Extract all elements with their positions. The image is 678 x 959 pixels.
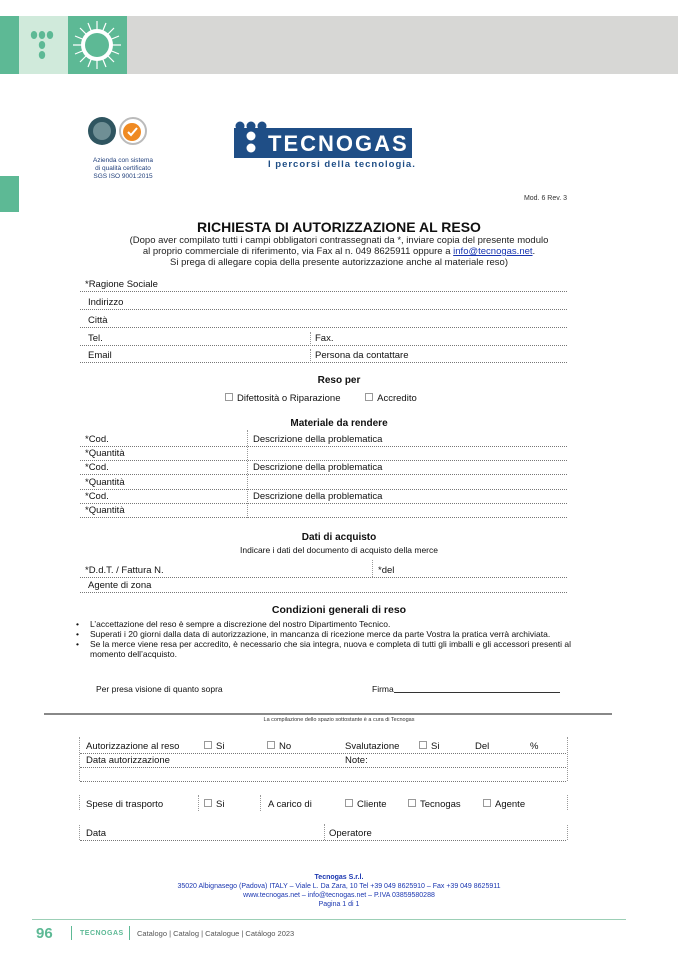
- checkbox-icon: [345, 799, 353, 807]
- footer-rule: [32, 919, 626, 920]
- tecnogas-logo-stem-icon: [238, 128, 268, 158]
- field-label: Città: [88, 315, 108, 326]
- field-label: Tel.: [88, 333, 103, 344]
- checkbox-spese-si[interactable]: [204, 798, 224, 811]
- header-logo-tile: [19, 16, 68, 74]
- instructions-line: [0, 246, 678, 257]
- option-label: Tecnogas: [420, 799, 461, 810]
- certification-text: [78, 157, 168, 181]
- checkbox-icon: [204, 741, 212, 749]
- field-ragione-sociale[interactable]: [80, 278, 567, 292]
- header-sun-tile: [68, 16, 127, 74]
- option-label: Si: [431, 741, 440, 752]
- section-separator: [44, 713, 612, 715]
- field-label: *Quantità: [85, 505, 125, 516]
- checkbox-agente[interactable]: [483, 798, 525, 811]
- header-green-strip: [0, 16, 19, 74]
- field-label: Descrizione della problematica: [253, 434, 383, 445]
- material-row-qty[interactable]: [80, 476, 567, 490]
- field-label: Data: [86, 828, 107, 839]
- cert-line: SGS ISO 9001:2015: [93, 173, 153, 180]
- field-label: %: [530, 741, 539, 752]
- instructions-line: Si prega di allegare copia della presente autorizzazione anche al materiale reso): [170, 257, 508, 268]
- field-label: Indirizzo: [88, 297, 124, 308]
- instructions-text: al proprio commerciale di riferimento, via Fax al n. 049 8625911 oppure a: [142, 246, 454, 257]
- conditions-list: [76, 619, 576, 659]
- checkbox-icon: [204, 799, 212, 807]
- field-indirizzo[interactable]: [80, 296, 567, 310]
- tecnogas-tagline: I percorsi della tecnologia.: [268, 159, 416, 170]
- cert-line: di qualità certificato: [95, 165, 151, 172]
- option-label: Si: [216, 741, 225, 752]
- divider: [310, 332, 311, 346]
- field-label: Svalutazione: [345, 741, 400, 752]
- checkbox-sval-si[interactable]: [419, 740, 439, 753]
- material-row-cod[interactable]: [80, 433, 567, 447]
- material-row-qty[interactable]: [80, 504, 567, 518]
- tecnogas-logo-text: TECNOGAS: [268, 131, 409, 156]
- condition-item: • L’accettazione del reso è sempre a discrezione del nostro Dipartimento Tecnico.: [76, 619, 576, 629]
- field-tel-fax[interactable]: [80, 332, 567, 346]
- checkbox-aut-si[interactable]: [204, 740, 224, 753]
- field-ddt-fattura[interactable]: [80, 564, 567, 578]
- instructions-text: .: [532, 246, 536, 257]
- field-label: A carico di: [268, 799, 312, 810]
- material-row-qty[interactable]: [80, 447, 567, 461]
- field-agente-zona[interactable]: [80, 579, 567, 593]
- field-label: Operatore: [329, 828, 372, 839]
- presa-visione-label: Per presa visione di quanto sopra: [96, 684, 223, 694]
- field-citta[interactable]: [80, 314, 567, 328]
- checkbox-icon: [408, 799, 416, 807]
- footer-brand: TECNOGAS: [80, 930, 124, 937]
- divider: [260, 795, 261, 811]
- checkbox-aut-no[interactable]: [267, 740, 291, 753]
- reso-per-options: [225, 393, 417, 404]
- section-heading-acquisto: Dati di acquisto: [301, 532, 377, 543]
- checkbox-icon: [483, 799, 491, 807]
- internal-note: La compilazione dello spazio sottostante è a cura di Tecnogas: [263, 717, 415, 723]
- instructions-line: (Dopo aver compilato tutti i campi obbligatori contrassegnati da *, inviare copia del presente modulo: [129, 235, 549, 246]
- field-label: *D.d.T. / Fattura N.: [85, 565, 164, 576]
- option-label: Accredito: [377, 393, 417, 404]
- divider: [372, 560, 373, 577]
- condition-item: • Superati i 20 giorni dalla data di autorizzazione, in mancanza di ricezione merce da parte Vostra la pratica verrà archiviata.: [76, 629, 576, 639]
- signature-field[interactable]: [372, 684, 560, 694]
- checkbox-cliente[interactable]: [345, 798, 387, 811]
- field-label: Fax.: [315, 333, 334, 344]
- field-label: *Cod.: [85, 491, 109, 502]
- field-label: Descrizione della problematica: [253, 491, 383, 502]
- divider: [310, 349, 311, 363]
- email-link[interactable]: info@tecnogas.net: [453, 246, 533, 257]
- company-name: Tecnogas S.r.l.: [314, 874, 364, 881]
- sunburst-icon: [68, 16, 127, 74]
- certification-seals-icon: [87, 115, 153, 149]
- page-title: RICHIESTA DI AUTORIZZAZIONE AL RESO: [197, 219, 481, 235]
- field-label: Agente di zona: [88, 580, 152, 591]
- field-label: *Cod.: [85, 462, 109, 473]
- field-email-persona[interactable]: [80, 349, 567, 363]
- checkbox-icon: [419, 741, 427, 749]
- divider: [198, 795, 199, 811]
- cert-line: Azienda con sistema: [93, 157, 153, 164]
- option-label: Cliente: [357, 799, 387, 810]
- tecnogas-dots-icon: [19, 16, 68, 74]
- data-operatore-row[interactable]: [80, 827, 566, 841]
- authorization-row[interactable]: [80, 740, 566, 754]
- section-heading-condizioni: Condizioni generali di reso: [271, 604, 407, 616]
- field-label: Note:: [345, 755, 368, 766]
- material-row-cod[interactable]: [80, 461, 567, 475]
- section-heading-reso-per: Reso per: [317, 375, 361, 386]
- field-label: *Quantità: [85, 477, 125, 488]
- transport-row: [80, 798, 566, 811]
- footer-divider: [129, 926, 130, 940]
- field-label: Del: [475, 741, 490, 752]
- condition-item: • Se la merce viene resa per accredito, è necessario che sia integra, nuova e completa di tutti gli imballi e gli accessori presenti al momento dell’acquisto.: [76, 639, 576, 659]
- field-label: Email: [88, 350, 112, 361]
- instructions: [0, 235, 678, 268]
- acquisto-subheading: Indicare i dati del documento di acquisto della merce: [240, 545, 438, 555]
- option-label: Agente: [495, 799, 526, 810]
- side-tab: [0, 176, 19, 212]
- field-label: Spese di trasporto: [86, 799, 164, 810]
- notes-row[interactable]: [80, 768, 566, 782]
- checkbox-icon: [267, 741, 275, 749]
- checkbox-tecnogas[interactable]: [408, 798, 461, 811]
- company-web: www.tecnogas.net – info@tecnogas.net – P.IVA 03859580288: [243, 892, 435, 899]
- footer-divider: [71, 926, 72, 940]
- footer-catalog: Catalogo | Catalog | Catalogue | Catálogo 2023: [137, 929, 295, 938]
- checkbox-accredito[interactable]: [365, 393, 417, 404]
- checkbox-difettosita[interactable]: [225, 393, 341, 404]
- field-label: Persona da contattare: [315, 350, 409, 361]
- company-address: 35020 Albignasego (Padova) ITALY – Viale L. Da Zara, 10 Tel +39 049 8625910 – Fax +39 049 8625911: [177, 883, 501, 890]
- data-autorizzazione-row[interactable]: [80, 754, 566, 768]
- signature-line: [394, 692, 560, 693]
- mod-revision: Mod. 6 Rev. 3: [523, 195, 567, 202]
- checkbox-icon: [365, 393, 373, 401]
- company-footer: [0, 873, 678, 909]
- field-label: *Ragione Sociale: [85, 279, 158, 290]
- divider: [324, 824, 325, 840]
- checkbox-icon: [225, 393, 233, 401]
- field-label: *Quantità: [85, 448, 125, 459]
- field-label: *Cod.: [85, 434, 109, 445]
- option-label: Si: [216, 799, 225, 810]
- section-heading-materiale: Materiale da rendere: [290, 418, 388, 429]
- field-label: Descrizione della problematica: [253, 462, 383, 473]
- field-label: Data autorizzazione: [86, 755, 170, 766]
- firma-label: Firma: [372, 684, 394, 694]
- field-label: Autorizzazione al reso: [86, 741, 180, 752]
- material-row-cod[interactable]: [80, 490, 567, 504]
- option-label: No: [279, 741, 292, 752]
- page-number: 96: [36, 925, 53, 942]
- option-label: Difettosità o Riparazione: [237, 393, 341, 404]
- field-label: *del: [378, 565, 395, 576]
- page-indicator: Pagina 1 di 1: [318, 901, 360, 908]
